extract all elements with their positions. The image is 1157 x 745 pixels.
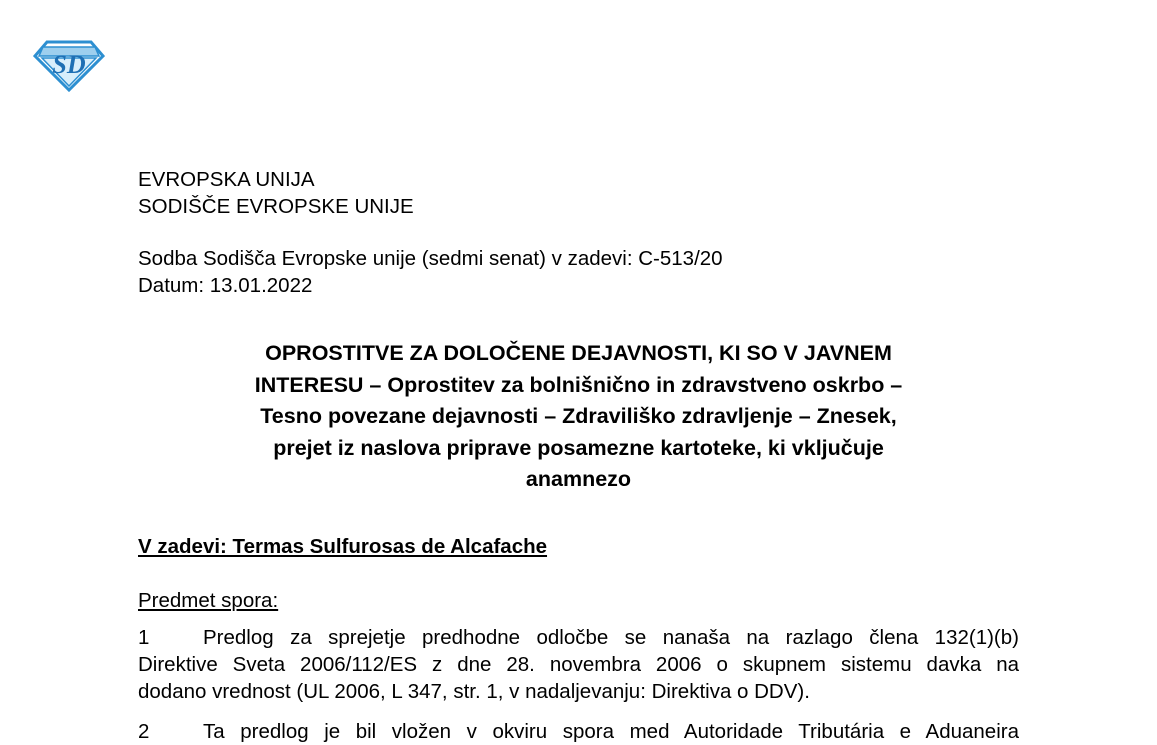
paragraph-2 [138, 718, 1019, 745]
paragraph-line: Direktive Sveta 2006/112/ES z dne 28. novembra 2006 o skupnem sistemu davka na [138, 653, 1019, 676]
header-line-court: SODIŠČE EVROPSKE UNIJE [138, 195, 414, 218]
diamond-logo-icon [33, 38, 105, 92]
title-line: Tesno povezane dejavnosti – Zdraviliško zdravljenje – Znesek, [260, 404, 897, 428]
paragraph-text: Predlog za sprejetje predhodne odločbe se nanaša na razlago člena 132(1)(b) [203, 626, 1019, 649]
title-line: OPROSTITVE ZA DOLOČENE DEJAVNOSTI, KI SO V JAVNEM [265, 341, 892, 365]
header-line-eu: EVROPSKA UNIJA [138, 168, 315, 191]
case-judgment: Sodba Sodišča Evropske unije (sedmi senat) v zadevi: C-513/20 [138, 247, 723, 270]
paragraph-1 [138, 624, 1019, 705]
parties-heading: V zadevi: Termas Sulfurosas de Alcafache [138, 535, 548, 558]
case-info [138, 245, 723, 299]
court-header [138, 166, 414, 220]
subject-heading: Predmet spora: [138, 589, 279, 612]
paragraph-line: dodano vrednost (UL 2006, L 347, str. 1, v nadaljevanju: Direktiva o DDV). [138, 680, 810, 703]
title-line: anamnezo [525, 467, 632, 491]
case-date: Datum: 13.01.2022 [138, 274, 313, 297]
paragraph-line [138, 718, 1019, 745]
title-line: prejet iz naslova priprave posamezne kartoteke, ki vključuje [273, 435, 884, 460]
logo-lettering: SD [52, 50, 86, 79]
paragraph-text: Ta predlog je bil vložen v okviru spora med Autoridade Tributária e Aduaneira [203, 720, 1019, 743]
document-title [138, 338, 1019, 496]
paragraph-line [138, 624, 1019, 651]
paragraph-number: 2 [138, 720, 150, 743]
paragraph-number: 1 [138, 626, 150, 649]
title-line: INTERESU – Oprostitev za bolnišnično in zdravstveno oskrbo – [254, 372, 903, 397]
